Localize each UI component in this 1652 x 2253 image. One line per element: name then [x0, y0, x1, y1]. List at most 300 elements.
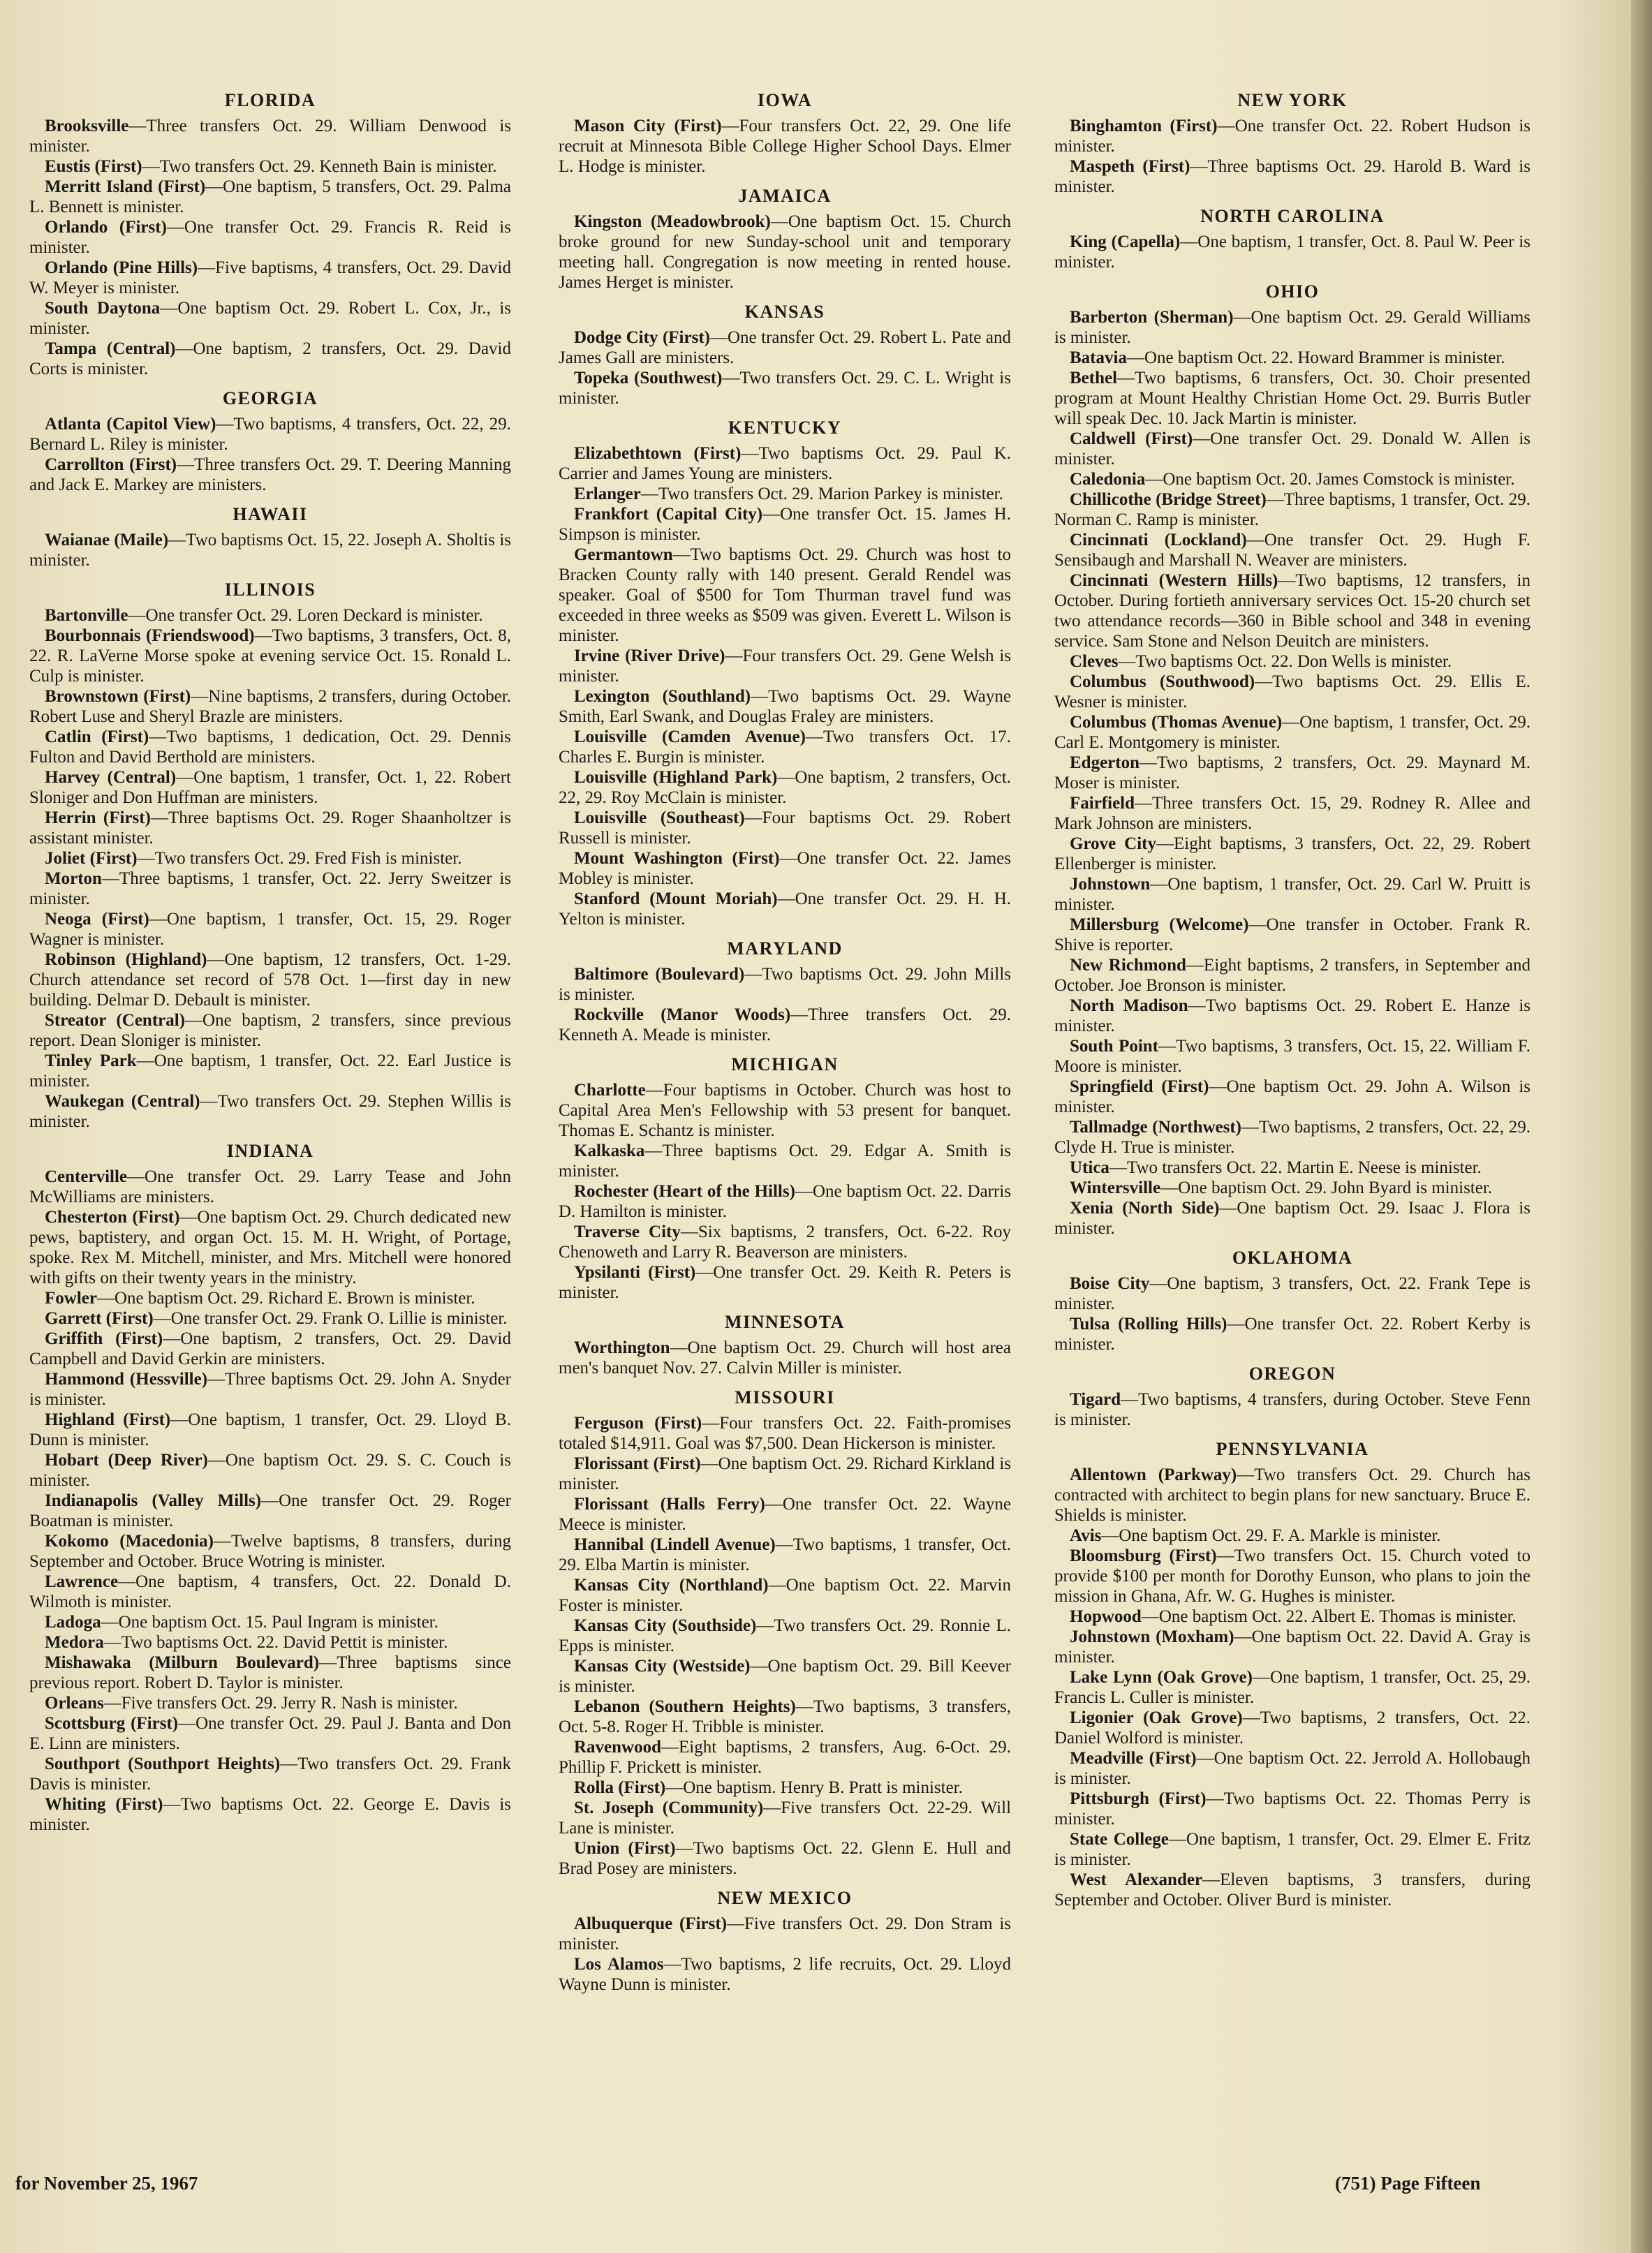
church-name: Wintersville	[1070, 1179, 1161, 1197]
state-heading: OHIO	[1265, 281, 1320, 302]
church-report	[1054, 307, 1531, 348]
report-text: —Two transfers Oct. 22. Martin E. Neese is minister.	[1109, 1158, 1482, 1177]
church-report	[29, 1288, 511, 1308]
church-report	[1054, 232, 1531, 272]
report-text: —One baptism Oct. 29. S. C. Couch is minister.	[29, 1451, 511, 1490]
church-name: West Alexander	[1070, 1870, 1203, 1889]
report-text: —Two baptisms, 6 transfers, Oct. 30. Choir presented program at Mount Healthy Christian Home Oct. 29. Burris Butler will speak Dec. 10. Jack Martin is minister.	[1054, 369, 1531, 428]
report-text: —One baptism Oct. 29. Richard Kirkland is minister.	[559, 1454, 1011, 1493]
church-name: Allentown (Parkway)	[1070, 1465, 1237, 1484]
church-name: Irvine (River Drive)	[574, 647, 725, 665]
church-name: Mount Washington (First)	[574, 849, 780, 868]
church-report	[29, 767, 511, 808]
column-2	[559, 89, 1011, 1995]
report-text: —Two baptisms Oct. 29. Robert E. Hanze is minister.	[1054, 996, 1531, 1035]
church-name: Hobart (Deep River)	[45, 1451, 208, 1470]
church-name: Ligonier (Oak Grove)	[1070, 1708, 1243, 1727]
church-name: Springfield (First)	[1070, 1077, 1209, 1096]
church-name: Florissant (First)	[574, 1454, 701, 1473]
report-text: —Three transfers Oct. 29. T. Deering Manning and Jack E. Markey are ministers.	[29, 455, 511, 494]
report-text: —One baptism Oct. 29. Church will host area men's banquet Nov. 27. Calvin Miller is minister.	[559, 1338, 1011, 1377]
report-text: —One transfer Oct. 29. Francis R. Reid is minister.	[29, 218, 511, 257]
church-name: Fairfield	[1070, 794, 1135, 813]
church-report	[559, 1914, 1011, 1954]
church-name: Tallmadge (Northwest)	[1070, 1118, 1242, 1137]
report-text: —Four transfers Oct. 29. Gene Welsh is minister.	[559, 647, 1012, 686]
church-name: Cincinnati (Lockland)	[1070, 531, 1247, 549]
report-text: —One baptism, 1 transfer, Oct. 15, 29. Roger Wagner is minister.	[29, 910, 511, 949]
church-report-list	[29, 1167, 511, 1835]
church-report	[1054, 834, 1531, 874]
church-report	[1054, 955, 1531, 996]
church-name: Hammond (Hessville)	[45, 1370, 208, 1389]
church-name: Highland (First)	[45, 1410, 171, 1429]
report-text: —One baptism, 1 transfer, Oct. 29. Carl W. Pruitt is minister.	[1054, 875, 1531, 914]
report-text: —One baptism Oct. 29. Isaac J. Flora is minister.	[1054, 1199, 1531, 1238]
report-text: —Two baptisms Oct. 29. Paul K. Carrier and James Young are ministers.	[559, 444, 1011, 483]
church-report	[1054, 1465, 1531, 1526]
church-name: Los Alamos	[574, 1955, 664, 1974]
church-report	[1054, 874, 1531, 915]
state-heading: NEW MEXICO	[717, 1888, 853, 1908]
church-name: Carrollton (First)	[45, 455, 177, 474]
church-name: Traverse City	[574, 1222, 681, 1241]
church-report	[559, 767, 1011, 808]
report-text: —One baptism Oct. 15. Paul Ingram is minister.	[101, 1613, 438, 1632]
report-text: —Two baptisms, 3 transfers, Oct. 8, 22. R. LaVerne Morse spoke at evening service Oct. 15. Ronald L. Culp is minister.	[29, 626, 511, 686]
church-report	[29, 1308, 511, 1329]
report-text: —One baptism, 4 transfers, Oct. 22. Donald D. Wilmoth is minister.	[29, 1572, 511, 1611]
report-text: —Two transfers Oct. 29. Fred Fish is minister.	[137, 849, 462, 868]
church-report	[559, 1262, 1011, 1303]
report-text: —One baptism, 2 transfers, Oct. 29. David Corts is minister.	[29, 339, 511, 378]
church-name: Rockville (Manor Woods)	[574, 1005, 791, 1024]
church-report-list	[559, 212, 1011, 293]
report-text: —Two transfers Oct. 29. Frank Davis is minister.	[29, 1755, 511, 1794]
report-text: —One transfer Oct. 29. Frank O. Lillie is minister.	[153, 1309, 508, 1328]
report-text: —Three baptisms, 1 transfer, Oct. 29. Norman C. Ramp is minister.	[1054, 490, 1531, 529]
church-name: Topeka (Southwest)	[574, 369, 723, 387]
church-report-list	[1054, 1465, 1531, 1910]
report-text: —Twelve baptisms, 8 transfers, during September and October. Bruce Wotring is minister.	[29, 1532, 512, 1571]
state-section-georgia	[29, 387, 511, 495]
church-name: Worthington	[574, 1338, 670, 1357]
report-text: —One baptism Oct. 29. Robert L. Cox, Jr., is minister.	[29, 299, 511, 338]
state-section-hawaii	[29, 503, 511, 570]
report-text: —Two transfers Oct. 29. Stephen Willis is minister.	[29, 1092, 511, 1131]
church-report	[1054, 1036, 1531, 1077]
report-text: —Five baptisms, 4 transfers, Oct. 29. David W. Meyer is minister.	[29, 258, 511, 297]
church-report	[559, 1413, 1011, 1454]
church-report	[559, 808, 1011, 848]
report-text: —Eight baptisms, 2 transfers, in September and October. Joe Bronson is minister.	[1054, 956, 1531, 995]
report-text: —Eleven baptisms, 3 transfers, during September and October. Oliver Burd is minister.	[1054, 1870, 1531, 1909]
church-name: Caledonia	[1070, 470, 1146, 489]
report-text: —One baptism Oct. 22. David A. Gray is minister.	[1054, 1627, 1531, 1667]
report-text: —Two baptisms Oct. 22. Thomas Perry is minister.	[1054, 1789, 1531, 1829]
church-name: Fowler	[45, 1289, 97, 1308]
report-text: —Two baptisms, 3 transfers, Oct. 15, 22. William F. Moore is minister.	[1054, 1037, 1531, 1076]
report-text: —Two baptisms Oct. 22. David Pettit is minister.	[103, 1633, 448, 1652]
church-report	[29, 1491, 511, 1531]
church-name: Kingston (Meadowbrook)	[574, 212, 771, 231]
church-name: Scottsburg (First)	[45, 1714, 179, 1733]
church-name: Tinley Park	[45, 1051, 137, 1070]
report-text: —One baptism Oct. 29. Gerald Williams is minister.	[1054, 308, 1531, 347]
footer-date: for November 25, 1967	[15, 2173, 198, 2194]
church-name: Batavia	[1070, 348, 1127, 367]
state-section-kentucky	[559, 417, 1011, 929]
church-report	[29, 686, 511, 727]
church-name: Tulsa (Rolling Hills)	[1070, 1315, 1227, 1334]
church-report	[29, 1051, 511, 1091]
church-report	[559, 443, 1011, 484]
report-text: —One transfer in October. Frank R. Shive is reporter.	[1054, 915, 1531, 954]
report-text: —Two transfers Oct. 29. Kenneth Bain is minister.	[142, 157, 497, 176]
church-name: Rochester (Heart of the Hills)	[574, 1182, 795, 1201]
church-report	[1054, 1178, 1531, 1198]
church-name: Brownstown (First)	[45, 687, 191, 706]
church-report-list	[559, 1080, 1011, 1303]
church-report	[29, 869, 511, 909]
church-name: South Daytona	[45, 299, 161, 318]
church-name: Medora	[45, 1633, 104, 1652]
state-heading: HAWAII	[233, 504, 308, 524]
report-text: —One baptism, 2 transfers, Oct. 22, 29. Roy McClain is minister.	[559, 768, 1011, 807]
church-report-list	[29, 116, 511, 379]
report-text: —Two baptisms, 4 transfers, Oct. 22, 29. Bernard L. Riley is minister.	[29, 415, 511, 454]
report-text: —Two baptisms Oct. 22. Don Wells is minister.	[1118, 652, 1452, 671]
church-report-list	[29, 605, 511, 1132]
state-section-north-carolina	[1054, 205, 1531, 272]
church-name: Bloomsburg (First)	[1070, 1546, 1217, 1565]
church-report	[559, 646, 1011, 686]
church-report	[1054, 672, 1531, 712]
state-section-indiana	[29, 1140, 511, 1835]
church-name: Kansas City (Westside)	[574, 1657, 751, 1676]
church-report	[29, 1653, 511, 1693]
report-text: —One baptism, 1 transfer, Oct. 8. Paul W. Peer is minister.	[1054, 232, 1531, 272]
report-text: —One baptism, 1 transfer, Oct. 29. Elmer E. Fritz is minister.	[1054, 1830, 1531, 1869]
church-name: South Point	[1070, 1037, 1159, 1056]
church-name: Meadville (First)	[1070, 1749, 1197, 1768]
state-section-illinois	[29, 579, 511, 1132]
church-report	[29, 1693, 511, 1713]
report-text: —One baptism Oct. 22. Albert E. Thomas is minister.	[1141, 1607, 1517, 1626]
church-name: Kansas City (Northland)	[574, 1576, 769, 1595]
church-name: Orlando (First)	[45, 218, 167, 237]
church-report-list	[29, 530, 511, 570]
report-text: —Two baptisms Oct. 29. John Mills is minister.	[559, 965, 1012, 1004]
report-text: —One baptism, 1 transfer, Oct. 29. Lloyd B. Dunn is minister.	[29, 1410, 511, 1449]
church-report	[1054, 156, 1531, 197]
church-report	[1054, 348, 1531, 368]
church-name: Dodge City (First)	[574, 328, 710, 347]
church-report	[559, 1616, 1011, 1656]
state-heading: MISSOURI	[735, 1387, 835, 1408]
church-report	[29, 626, 511, 686]
church-report	[1054, 793, 1531, 834]
church-name: Chesterton (First)	[45, 1208, 180, 1227]
report-text: —Two baptisms Oct. 29. Wayne Smith, Earl Swank, and Douglas Fraley are ministers.	[559, 687, 1012, 726]
church-name: Erlanger	[574, 485, 641, 503]
church-report	[1054, 651, 1531, 672]
church-report	[29, 848, 511, 869]
state-heading: NORTH CAROLINA	[1200, 206, 1385, 226]
church-name: Garrett (First)	[45, 1309, 154, 1328]
church-report	[29, 1632, 511, 1653]
report-text: —One baptism, 2 transfers, Oct. 29. David Campbell and David Gerkin are ministers.	[29, 1329, 511, 1368]
state-heading: IOWA	[757, 90, 813, 110]
report-text: —Two baptisms, 1 transfer, Oct. 29. Elba Martin is minister.	[559, 1535, 1011, 1574]
footer-page-number: (751) Page Fifteen	[1335, 2173, 1481, 2194]
state-heading: KENTUCKY	[728, 418, 842, 438]
report-text: —Three baptisms Oct. 29. Roger Shaanholtzer is assistant minister.	[29, 808, 511, 848]
state-section-missouri	[559, 1387, 1011, 1879]
report-text: —Three baptisms Oct. 29. Harold B. Ward is minister.	[1054, 157, 1531, 196]
church-report	[559, 1778, 1011, 1798]
church-report	[559, 686, 1011, 727]
church-report	[559, 1454, 1011, 1494]
church-report	[1054, 1117, 1531, 1158]
page-footer	[0, 2173, 1652, 2201]
church-report	[1054, 1389, 1531, 1430]
church-name: Bartonville	[45, 606, 128, 625]
church-report	[29, 455, 511, 495]
church-name: New Richmond	[1070, 956, 1186, 975]
state-heading: FLORIDA	[224, 90, 316, 110]
report-text: —Two baptisms Oct. 29. Church was host to Bracken County rally with 140 present. Gerald Rendel was speaker. Goal of $500 for Tom Thurman travel fund was exceeded in three weeks as $509 was given. Everett L. Wilson is minister.	[559, 545, 1011, 645]
church-report	[559, 1798, 1011, 1838]
church-report	[1054, 996, 1531, 1036]
church-report	[1054, 1273, 1531, 1314]
report-text: —Two transfers Oct. 17. Charles E. Burgin is minister.	[559, 727, 1011, 767]
report-text: —One transfer Oct. 29. Roger Boatman is minister.	[29, 1491, 511, 1530]
church-report	[559, 327, 1011, 368]
report-text: —One baptism, 12 transfers, Oct. 1-29. Church attendance set record of 578 Oct. 1—first day in new building. Delmar D. Debault is minister.	[29, 950, 511, 1010]
report-text: —Two transfers Oct. 29. Ronnie L. Epps is minister.	[559, 1616, 1011, 1655]
report-text: —One baptism Oct. 22. Howard Brammer is minister.	[1126, 348, 1505, 367]
church-report	[29, 1450, 511, 1491]
church-report-list	[559, 116, 1011, 177]
church-name: Pittsburgh (First)	[1070, 1789, 1207, 1808]
state-heading: GEORGIA	[222, 388, 318, 408]
report-text: —Five transfers Oct. 22-29. Will Lane is minister.	[559, 1798, 1012, 1838]
report-text: —Eight baptisms, 2 transfers, Aug. 6-Oct. 29. Phillip F. Prickett is minister.	[559, 1738, 1011, 1777]
church-name: Southport (Southport Heights)	[45, 1755, 281, 1773]
church-report	[559, 1838, 1011, 1879]
report-text: —Three transfers Oct. 29. Kenneth A. Meade is minister.	[559, 1005, 1011, 1044]
church-report	[29, 530, 511, 570]
report-text: —Nine baptisms, 2 transfers, during October. Robert Luse and Sheryl Brazle are ministers.	[29, 687, 511, 726]
report-text: —One baptism Oct. 22. Marvin Foster is minister.	[559, 1576, 1011, 1615]
report-text: —One transfer Oct. 22. Robert Hudson is minister.	[1054, 117, 1531, 156]
church-name: Waukegan (Central)	[45, 1092, 200, 1111]
church-report	[559, 1954, 1011, 1995]
church-name: Maspeth (First)	[1070, 157, 1190, 176]
church-name: Catlin (First)	[45, 727, 149, 746]
church-name: Eustis (First)	[45, 157, 142, 176]
report-text: —One transfer Oct. 29. Loren Deckard is minister.	[128, 606, 483, 625]
church-name: Kokomo (Macedonia)	[45, 1532, 214, 1551]
report-text: —Three transfers Oct. 29. William Denwood is minister.	[29, 117, 511, 156]
state-section-oregon	[1054, 1363, 1531, 1430]
church-name: Germantown	[574, 545, 673, 564]
church-name: Kalkaska	[574, 1142, 645, 1160]
report-text: —One transfer Oct. 22. Wayne Meece is minister.	[559, 1495, 1011, 1534]
state-section-michigan	[559, 1054, 1011, 1303]
church-name: Waianae (Maile)	[45, 531, 169, 549]
church-report	[1054, 116, 1531, 156]
church-report	[1054, 469, 1531, 489]
church-name: Rolla (First)	[574, 1778, 666, 1797]
church-report	[1054, 1708, 1531, 1748]
report-text: —Three baptisms Oct. 29. Edgar A. Smith is minister.	[559, 1142, 1011, 1181]
church-report-list	[559, 1413, 1011, 1879]
church-report	[29, 808, 511, 848]
church-report	[1054, 1158, 1531, 1178]
church-name: Boise City	[1070, 1274, 1150, 1293]
church-report	[29, 1794, 511, 1835]
report-text: —One transfer Oct. 29. Larry Tease and John McWilliams are ministers.	[29, 1167, 511, 1206]
state-section-jamaica	[559, 185, 1011, 293]
church-report-list	[1054, 232, 1531, 272]
church-name: Lawrence	[45, 1572, 119, 1591]
church-report	[1054, 368, 1531, 429]
report-text: —Two baptisms Oct. 22. George E. Davis is minister.	[29, 1795, 511, 1834]
church-report	[559, 212, 1011, 293]
church-name: Centerville	[45, 1167, 128, 1186]
church-report	[29, 1410, 511, 1450]
church-report	[29, 1612, 511, 1632]
church-report	[29, 1754, 511, 1794]
report-text: —Four transfers Oct. 22, 29. One life recruit at Minnesota Bible College Higher School Days. Elmer L. Hodge is minister.	[559, 117, 1011, 176]
report-text: —Five transfers Oct. 29. Jerry R. Nash is minister.	[103, 1694, 458, 1713]
church-report-list	[1054, 1389, 1531, 1430]
church-report	[559, 504, 1011, 545]
state-section-kansas	[559, 301, 1011, 408]
state-heading: PENNSYLVANIA	[1216, 1439, 1369, 1459]
church-report	[1054, 1198, 1531, 1239]
church-report	[559, 1181, 1011, 1222]
church-report	[29, 217, 511, 258]
state-heading: KANSAS	[744, 302, 825, 322]
church-report	[29, 1572, 511, 1612]
report-text: —One baptism Oct. 29. Richard E. Brown is minister.	[96, 1289, 475, 1308]
church-report-list	[559, 1338, 1011, 1378]
church-name: Elizabethtown (First)	[574, 444, 742, 463]
church-report	[1054, 753, 1531, 793]
church-name: Lexington (Southland)	[574, 687, 751, 706]
state-section-new-york	[1054, 89, 1531, 197]
church-report	[1054, 1546, 1531, 1606]
church-report	[29, 1207, 511, 1288]
church-name: Streator (Central)	[45, 1011, 186, 1030]
church-name: Bourbonnais (Friendswood)	[45, 626, 255, 645]
report-text: —Three baptisms since previous report. Robert D. Taylor is minister.	[29, 1653, 511, 1692]
church-name: Johnstown (Moxham)	[1070, 1627, 1234, 1646]
state-heading: OKLAHOMA	[1232, 1248, 1353, 1268]
church-report	[559, 1575, 1011, 1616]
church-name: Louisville (Highland Park)	[574, 768, 778, 787]
church-name: Johnstown	[1070, 875, 1151, 894]
church-name: Harvey (Central)	[45, 768, 177, 787]
church-report	[29, 339, 511, 379]
church-name: State College	[1070, 1830, 1169, 1849]
church-name: King (Capella)	[1070, 232, 1181, 251]
church-report	[1054, 1667, 1531, 1708]
report-text: —One transfer Oct. 22. Robert Kerby is minister.	[1054, 1315, 1531, 1354]
church-report	[559, 1338, 1011, 1378]
report-text: —Two baptisms Oct. 22. Glenn E. Hull and Brad Posey are ministers.	[559, 1839, 1011, 1878]
report-text: —Two baptisms Oct. 29. Ellis E. Wesner is minister.	[1054, 672, 1531, 711]
church-report	[29, 116, 511, 156]
church-report	[559, 1005, 1011, 1045]
report-text: —Two transfers Oct. 29. C. L. Wright is minister.	[559, 369, 1011, 408]
church-name: Lebanon (Southern Heights)	[574, 1697, 796, 1716]
state-section-ohio	[1054, 281, 1531, 1239]
church-name: Columbus (Thomas Avenue)	[1070, 713, 1283, 732]
report-text: —One transfer Oct. 15. James H. Simpson is minister.	[559, 505, 1011, 544]
church-name: Bethel	[1070, 369, 1118, 387]
church-name: Barberton (Sherman)	[1070, 308, 1234, 327]
church-name: Albuquerque (First)	[574, 1914, 728, 1933]
column-1	[29, 89, 511, 1835]
church-name: Tigard	[1070, 1390, 1121, 1409]
report-text: —One baptism, 3 transfers, Oct. 22. Frank Tepe is minister.	[1054, 1274, 1531, 1313]
report-text: —One baptism, 1 transfer, Oct. 25, 29. Francis L. Culler is minister.	[1054, 1668, 1531, 1707]
report-text: —One baptism Oct. 29. Church dedicated new pews, baptistery, and organ Oct. 15. M. H. Wright, of Portage, spoke. Rex M. Mitchell, minister, and Mrs. Mitchell were honored with gifts on their twenty years in the ministry.	[29, 1208, 511, 1287]
state-section-pennsylvania	[1054, 1438, 1531, 1910]
church-name: Binghamton (First)	[1070, 117, 1218, 135]
report-text: —Four transfers Oct. 22. Faith-promises totaled $14,911. Goal was $7,500. Dean Hickerson is minister.	[559, 1414, 1011, 1453]
church-name: Union (First)	[574, 1839, 676, 1858]
church-name: Charlotte	[574, 1081, 646, 1100]
church-name: Whiting (First)	[45, 1795, 163, 1814]
church-name: Frankfort (Capital City)	[574, 505, 763, 524]
report-text: —One baptism, 1 transfer, Oct. 1, 22. Robert Sloniger and Don Huffman are ministers.	[29, 768, 511, 807]
church-report	[559, 1656, 1011, 1697]
state-heading: MINNESOTA	[725, 1312, 845, 1332]
report-text: —One transfer Oct. 29. H. H. Yelton is minister.	[559, 889, 1011, 929]
report-text: —One baptism Oct. 29. F. A. Markle is minister.	[1101, 1526, 1441, 1545]
report-text: —One baptism, 5 transfers, Oct. 29. Palma L. Bennett is minister.	[29, 177, 511, 216]
church-report	[559, 848, 1011, 889]
report-text: —Two transfers Oct. 29. Church has contracted with architect to begin plans for new sanctuary. Bruce E. Shields is minister.	[1054, 1465, 1531, 1525]
report-text: —Three baptisms Oct. 29. John A. Snyder is minister.	[29, 1370, 511, 1409]
report-text: —One baptism Oct. 29. John Byard is minister.	[1160, 1179, 1493, 1197]
state-section-florida	[29, 89, 511, 379]
church-report	[1054, 530, 1531, 570]
report-text: —One baptism Oct. 15. Church broke ground for new Sunday-school unit and temporary meeting hall. Congregation is now meeting in rented house. James Herget is minister.	[559, 212, 1011, 292]
church-report	[29, 1713, 511, 1754]
report-text: —Two baptisms, 4 transfers, during October. Steve Fenn is minister.	[1054, 1390, 1531, 1429]
report-text: —One baptism Oct. 22. Jerrold A. Hollobaugh is minister.	[1054, 1749, 1531, 1788]
state-heading: MICHIGAN	[731, 1054, 839, 1074]
church-report	[1054, 1870, 1531, 1910]
church-name: Grove City	[1070, 834, 1157, 853]
state-section-oklahoma	[1054, 1247, 1531, 1354]
state-section-maryland	[559, 938, 1011, 1045]
church-report	[559, 1222, 1011, 1262]
report-text: —One transfer Oct. 29. Donald W. Allen is minister.	[1054, 429, 1531, 468]
report-text: —Two baptisms, 12 transfers, in October. During fortieth anniversary services Oct. 15-20 church set two attendance records—360 in Bible school and 348 in evening service. Sam Stone and Nelson Deuitch are ministers.	[1054, 571, 1531, 651]
church-report	[1054, 1748, 1531, 1789]
church-name: Cleves	[1070, 652, 1119, 671]
state-section-iowa	[559, 89, 1011, 177]
church-name: Caldwell (First)	[1070, 429, 1193, 448]
church-name: Neoga (First)	[45, 910, 149, 929]
